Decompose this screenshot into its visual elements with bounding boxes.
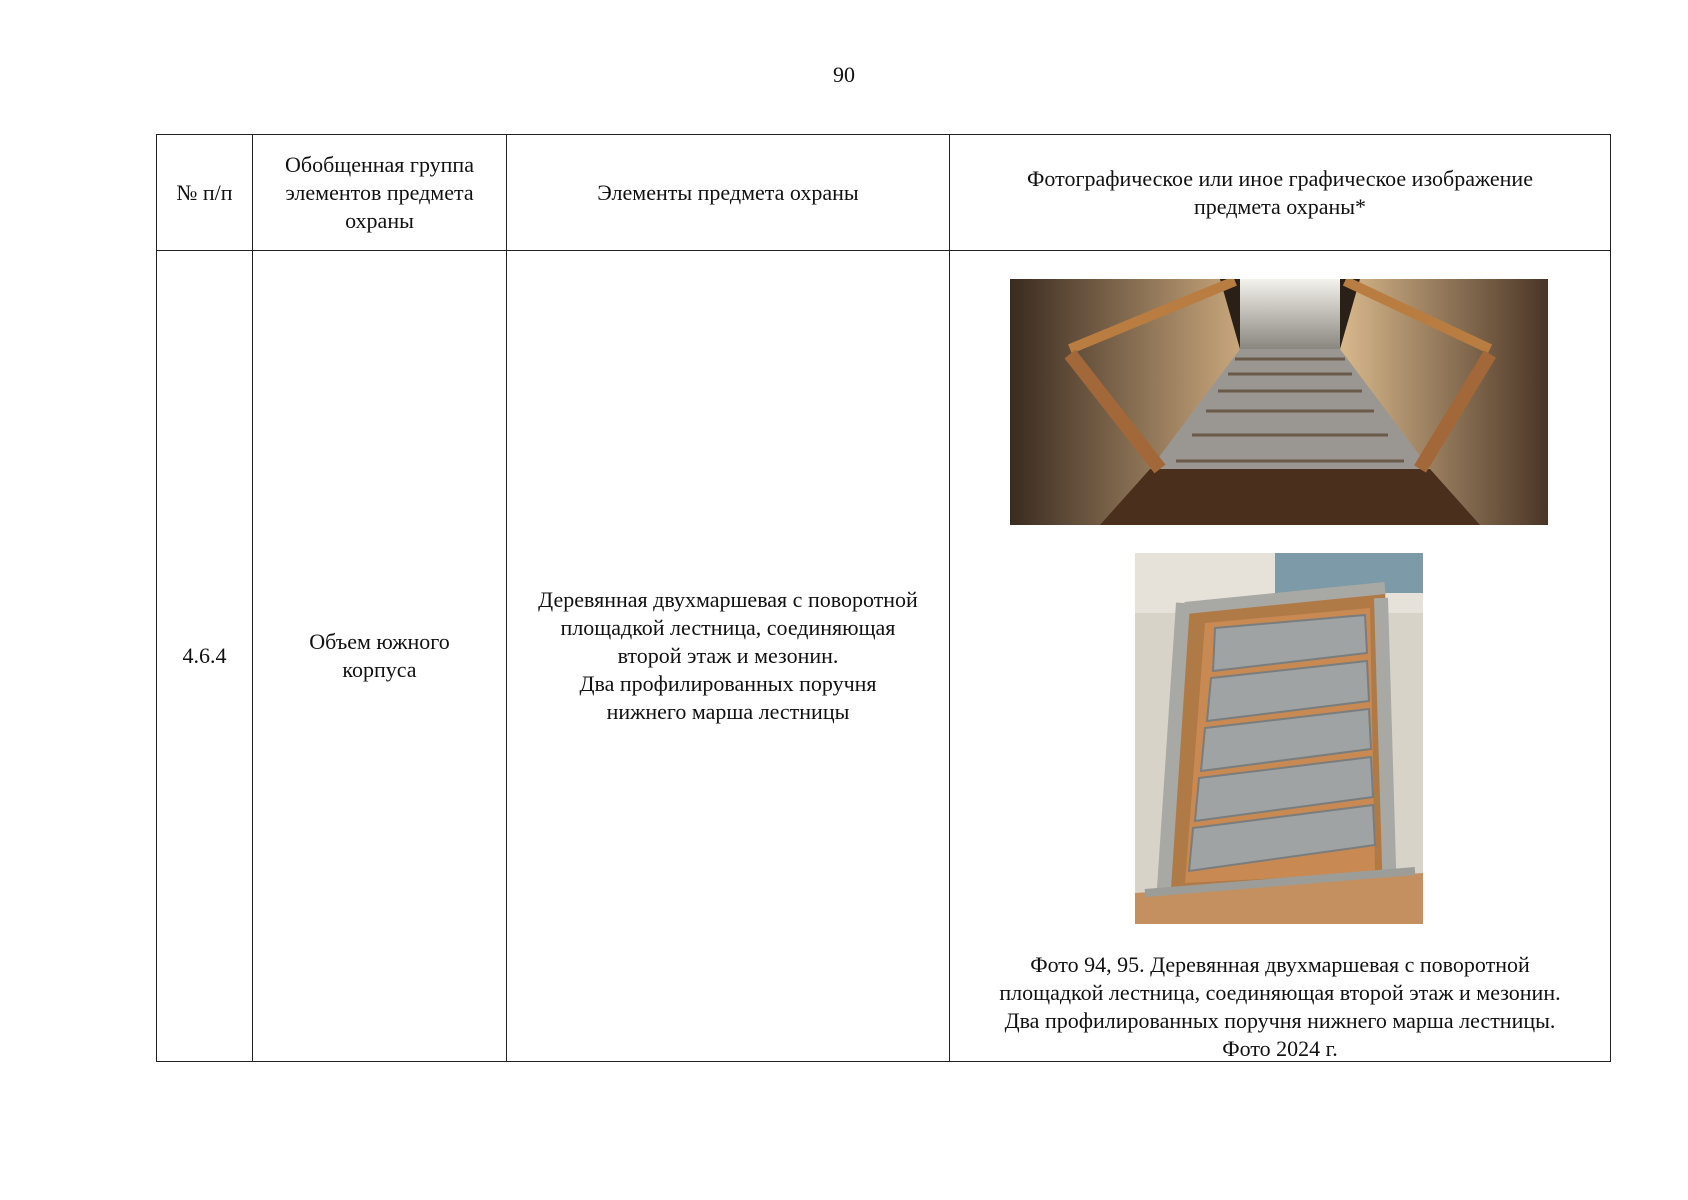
page-number: 90	[833, 62, 855, 87]
elements-line: Два профилированных поручня	[579, 671, 877, 696]
row-image	[950, 251, 1611, 1062]
table-header-row	[157, 135, 1611, 251]
caption-line: Два профилированных поручня нижнего марша лестницы.	[1004, 1008, 1556, 1033]
protection-table	[156, 134, 1611, 1062]
elements-line: площадкой лестница, соединяющая	[560, 615, 896, 640]
row-group: Объем южного корпуса	[253, 251, 507, 1062]
caption-line: Фото 2024 г.	[1222, 1036, 1338, 1061]
elements-line: второй этаж и мезонин.	[617, 643, 839, 668]
staircase-photo-top	[1010, 279, 1548, 525]
staircase-photo-bottom	[1135, 553, 1423, 924]
header-num: № п/п	[157, 135, 253, 251]
row-elements	[507, 251, 950, 1062]
row-num: 4.6.4	[157, 251, 253, 1062]
caption-line: Фото 94, 95. Деревянная двухмаршевая с поворотной	[1030, 952, 1530, 977]
caption-line: площадкой лестница, соединяющая второй этаж и мезонин.	[999, 980, 1561, 1005]
elements-line: Деревянная двухмаршевая с поворотной	[538, 587, 918, 612]
table-row	[157, 251, 1611, 1062]
photo-caption	[950, 951, 1610, 1063]
header-image: Фотографическое или иное графическое изображение предмета охраны*	[950, 135, 1611, 251]
elements-line: нижнего марша лестницы	[606, 699, 850, 724]
header-elements: Элементы предмета охраны	[507, 135, 950, 251]
header-group: Обобщенная группа элементов предмета охраны	[253, 135, 507, 251]
